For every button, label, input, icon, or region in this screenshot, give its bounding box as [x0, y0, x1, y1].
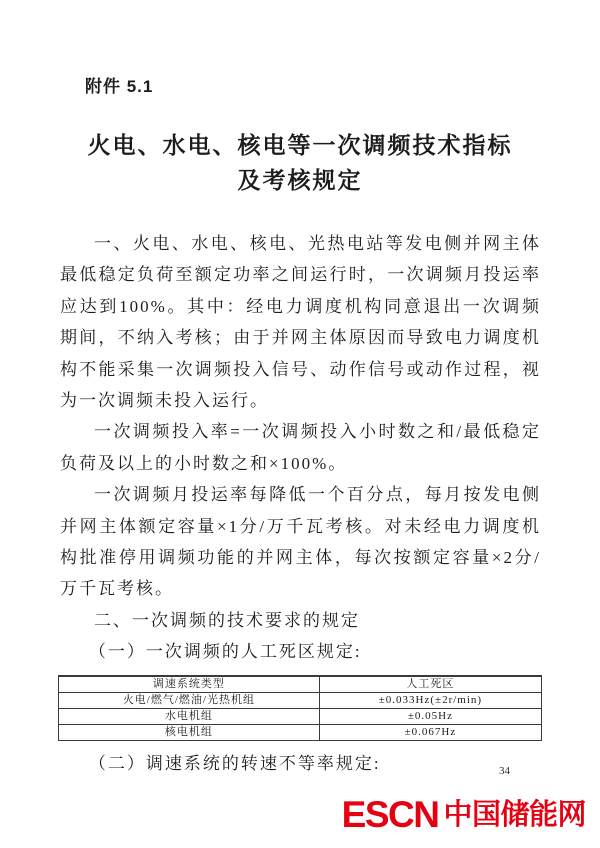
subsection-2-heading: （二）调速系统的转速不等率规定: — [88, 753, 381, 773]
table-cell-thermal-type: 火电/燃气/燃油/光热机组 — [59, 692, 320, 708]
table-cell-nuclear-type: 核电机组 — [59, 724, 320, 740]
document-body — [60, 228, 541, 779]
section-2-heading: 二、一次调频的技术要求的规定 — [94, 610, 360, 630]
document-title-line2: 及考核规定 — [237, 167, 363, 193]
paragraph-input-rate-formula: 一次调频投入率=一次调频投入小时数之和/最低稳定负荷及以上的小时数之和×100%。 — [60, 422, 541, 473]
document-title-line1: 火电、水电、核电等一次调频技术指标 — [87, 132, 513, 158]
paragraph-frequency-requirement: 一、火电、水电、核电、光热电站等发电侧并网主体最低稳定负荷至额定功率之间运行时，一次调频月投运率应达到100%。其中：经电力调度机构同意退出一次调频期间，不纳入考核；由于并网主体原因而导致电力调度机构不能采集一次调频投入信号、动作信号或动作过程，视为一次调频未投入运行。 — [60, 234, 541, 411]
escn-logo — [342, 795, 586, 835]
table-row — [59, 708, 542, 724]
table-cell-nuclear-deadband: ±0.067Hz — [319, 724, 541, 740]
table-cell-hydro-deadband: ±0.05Hz — [319, 708, 541, 724]
table-header-deadband: 人工死区 — [319, 676, 541, 693]
attachment-label: 附件 5.1 — [85, 77, 154, 96]
page-number: 34 — [499, 765, 510, 777]
deadband-table — [58, 675, 542, 741]
table-cell-thermal-deadband: ±0.033Hz(±2r/min) — [319, 692, 541, 708]
escn-logo-chinese: 中国储能网 — [443, 799, 586, 831]
escn-logo-latin: ESCN — [341, 794, 439, 835]
subsection-1-heading: （一）一次调频的人工死区规定: — [88, 642, 362, 662]
table-row — [59, 724, 542, 740]
table-header-system-type: 调速系统类型 — [59, 676, 320, 693]
table-row — [59, 692, 542, 708]
paragraph-assessment-rule: 一次调频月投运率每降低一个百分点，每月按发电侧并网主体额定容量×1分/万千瓦考核。对未经电力调度机构批准停用调频功能的并网主体，每次按额定容量×2分/万千瓦考核。 — [60, 485, 541, 599]
table-header-row — [59, 676, 542, 693]
table-cell-hydro-type: 水电机组 — [59, 708, 320, 724]
document-title — [0, 128, 600, 198]
